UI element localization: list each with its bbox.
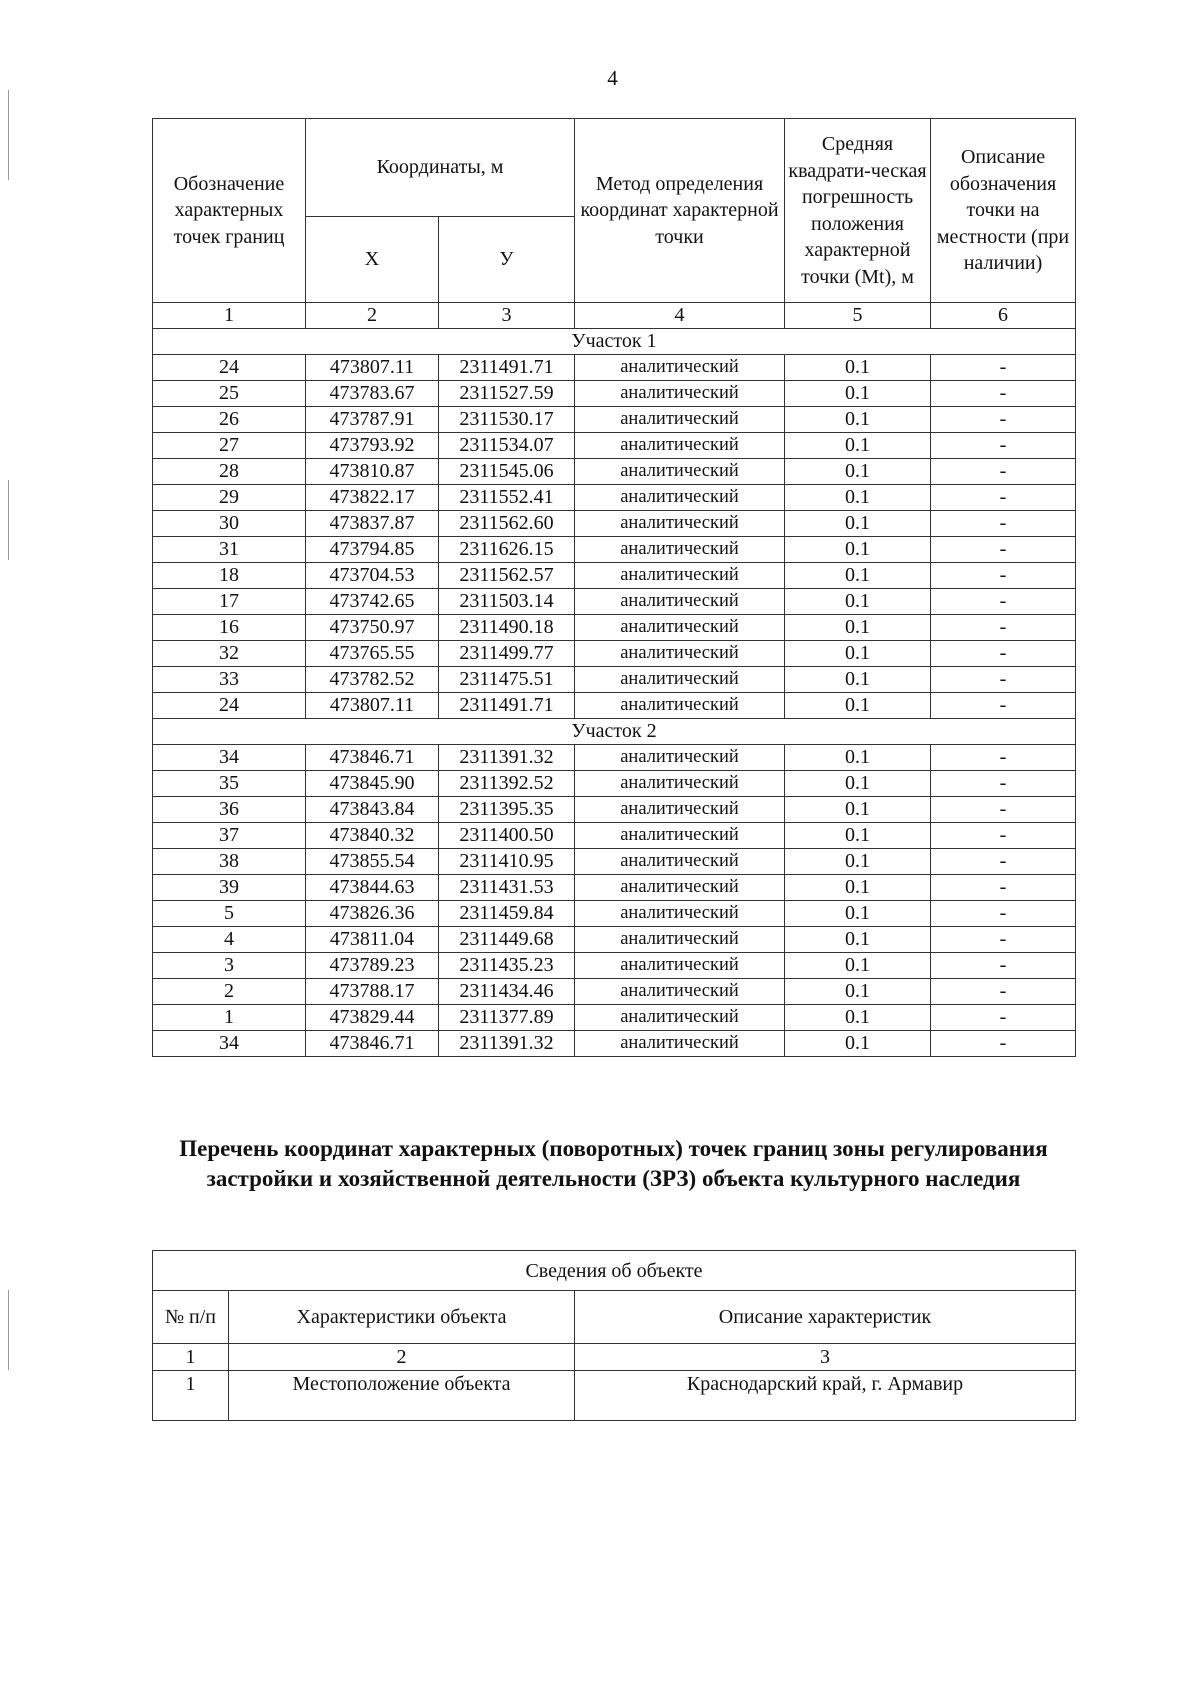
header-point-designation: Обозначение характерных точек границ (153, 119, 306, 303)
cell-error: 0.1 (785, 771, 931, 797)
cell-x: 473787.91 (306, 407, 439, 433)
cell-description: - (931, 875, 1076, 901)
cell-x: 473811.04 (306, 927, 439, 953)
table-row (153, 381, 1076, 407)
cell-method: аналитический (575, 433, 785, 459)
col-number: 1 (153, 303, 306, 329)
cell-y: 2311503.14 (439, 589, 575, 615)
cell-error: 0.1 (785, 745, 931, 771)
cell-x: 473765.55 (306, 641, 439, 667)
cell-x: 473855.54 (306, 849, 439, 875)
col-number: 5 (785, 303, 931, 329)
cell-x: 473782.52 (306, 667, 439, 693)
table-row (153, 927, 1076, 953)
cell-x: 473789.23 (306, 953, 439, 979)
col-number: 3 (439, 303, 575, 329)
table-row (153, 875, 1076, 901)
cell-point: 2 (153, 979, 306, 1005)
cell-description: - (931, 693, 1076, 719)
table-row (153, 849, 1076, 875)
cell-error: 0.1 (785, 641, 931, 667)
table-row (153, 355, 1076, 381)
cell-y: 2311534.07 (439, 433, 575, 459)
cell-point: 31 (153, 537, 306, 563)
cell-error: 0.1 (785, 485, 931, 511)
cell-error: 0.1 (785, 849, 931, 875)
cell-error: 0.1 (785, 797, 931, 823)
cell-error: 0.1 (785, 537, 931, 563)
object-info-caption: Сведения об объекте (153, 1251, 1076, 1291)
col-number: 2 (229, 1344, 575, 1371)
cell-method: аналитический (575, 797, 785, 823)
cell-y: 2311377.89 (439, 1005, 575, 1031)
table-row (153, 667, 1076, 693)
cell-point: 32 (153, 641, 306, 667)
cell-error: 0.1 (785, 355, 931, 381)
cell-method: аналитический (575, 589, 785, 615)
cell-description: - (931, 823, 1076, 849)
cell-x: 473837.87 (306, 511, 439, 537)
cell-method: аналитический (575, 563, 785, 589)
cell-x: 473788.17 (306, 979, 439, 1005)
header-characteristics-description: Описание характеристик (575, 1291, 1076, 1344)
cell-method: аналитический (575, 849, 785, 875)
cell-point: 36 (153, 797, 306, 823)
cell-method: аналитический (575, 407, 785, 433)
cell-method: аналитический (575, 823, 785, 849)
cell-y: 2311391.32 (439, 1031, 575, 1057)
cell-error: 0.1 (785, 901, 931, 927)
header-characteristics: Характеристики объекта (229, 1291, 575, 1344)
object-info-table (152, 1250, 1076, 1421)
cell-x: 473807.11 (306, 693, 439, 719)
cell-number: 1 (153, 1371, 229, 1421)
cell-error: 0.1 (785, 407, 931, 433)
header-method: Метод определения координат характерной точки (575, 119, 785, 303)
cell-method: аналитический (575, 1005, 785, 1031)
cell-error: 0.1 (785, 875, 931, 901)
cell-error: 0.1 (785, 927, 931, 953)
cell-description: - (931, 667, 1076, 693)
cell-method: аналитический (575, 641, 785, 667)
cell-method: аналитический (575, 693, 785, 719)
cell-description: - (931, 1005, 1076, 1031)
section-row (153, 329, 1076, 355)
cell-point: 39 (153, 875, 306, 901)
table-row (153, 1371, 1076, 1421)
cell-point: 16 (153, 615, 306, 641)
cell-description: - (931, 979, 1076, 1005)
cell-error: 0.1 (785, 953, 931, 979)
cell-description: - (931, 641, 1076, 667)
cell-y: 2311499.77 (439, 641, 575, 667)
cell-description: - (931, 381, 1076, 407)
cell-error: 0.1 (785, 563, 931, 589)
cell-error: 0.1 (785, 693, 931, 719)
cell-description: - (931, 901, 1076, 927)
column-numbers-row (153, 303, 1076, 329)
cell-point: 29 (153, 485, 306, 511)
cell-method: аналитический (575, 615, 785, 641)
cell-y: 2311434.46 (439, 979, 575, 1005)
section-row (153, 719, 1076, 745)
cell-point: 34 (153, 745, 306, 771)
table-row (153, 615, 1076, 641)
cell-x: 473845.90 (306, 771, 439, 797)
cell-x: 473794.85 (306, 537, 439, 563)
cell-x: 473783.67 (306, 381, 439, 407)
cell-x: 473843.84 (306, 797, 439, 823)
table-row (153, 459, 1076, 485)
cell-method: аналитический (575, 355, 785, 381)
table-row (153, 563, 1076, 589)
cell-y: 2311391.32 (439, 745, 575, 771)
cell-method: аналитический (575, 979, 785, 1005)
cell-point: 38 (153, 849, 306, 875)
cell-description: - (931, 511, 1076, 537)
cell-point: 3 (153, 953, 306, 979)
cell-method: аналитический (575, 875, 785, 901)
cell-y: 2311527.59 (439, 381, 575, 407)
cell-description: - (931, 407, 1076, 433)
cell-point: 26 (153, 407, 306, 433)
table-row (153, 823, 1076, 849)
cell-x: 473826.36 (306, 901, 439, 927)
cell-error: 0.1 (785, 589, 931, 615)
cell-x: 473704.53 (306, 563, 439, 589)
cell-x: 473810.87 (306, 459, 439, 485)
cell-method: аналитический (575, 953, 785, 979)
cell-description: - (931, 485, 1076, 511)
cell-description: - (931, 771, 1076, 797)
col-number: 6 (931, 303, 1076, 329)
table-row (153, 485, 1076, 511)
cell-y: 2311552.41 (439, 485, 575, 511)
cell-description: - (931, 953, 1076, 979)
cell-description: Краснодарский край, г. Армавир (575, 1371, 1076, 1421)
cell-point: 30 (153, 511, 306, 537)
cell-point: 24 (153, 355, 306, 381)
cell-y: 2311459.84 (439, 901, 575, 927)
cell-method: аналитический (575, 745, 785, 771)
header-x: X (306, 217, 439, 303)
cell-y: 2311400.50 (439, 823, 575, 849)
cell-y: 2311562.57 (439, 563, 575, 589)
table-row (153, 407, 1076, 433)
cell-method: аналитический (575, 667, 785, 693)
cell-y: 2311475.51 (439, 667, 575, 693)
cell-y: 2311530.17 (439, 407, 575, 433)
cell-description: - (931, 1031, 1076, 1057)
cell-point: 18 (153, 563, 306, 589)
cell-y: 2311490.18 (439, 615, 575, 641)
table-row (153, 433, 1076, 459)
cell-error: 0.1 (785, 1031, 931, 1057)
cell-point: 37 (153, 823, 306, 849)
cell-x: 473844.63 (306, 875, 439, 901)
cell-x: 473750.97 (306, 615, 439, 641)
section-title: Участок 1 (153, 329, 1076, 355)
cell-x: 473840.32 (306, 823, 439, 849)
cell-x: 473793.92 (306, 433, 439, 459)
cell-point: 24 (153, 693, 306, 719)
header-description: Описание обозначения точки на местности (при наличии) (931, 119, 1076, 303)
table-row (153, 537, 1076, 563)
table-row (153, 797, 1076, 823)
cell-x: 473807.11 (306, 355, 439, 381)
cell-error: 0.1 (785, 511, 931, 537)
cell-description: - (931, 589, 1076, 615)
cell-x: 473822.17 (306, 485, 439, 511)
cell-point: 4 (153, 927, 306, 953)
col-number: 4 (575, 303, 785, 329)
cell-method: аналитический (575, 1031, 785, 1057)
cell-point: 17 (153, 589, 306, 615)
table-row (153, 1031, 1076, 1057)
cell-error: 0.1 (785, 615, 931, 641)
header-mean-square-error: Средняя квадрати-ческая погрешность положения характерной точки (Mt), м (785, 119, 931, 303)
cell-point: 27 (153, 433, 306, 459)
cell-method: аналитический (575, 927, 785, 953)
cell-method: аналитический (575, 901, 785, 927)
cell-y: 2311545.06 (439, 459, 575, 485)
table-row (153, 953, 1076, 979)
cell-error: 0.1 (785, 1005, 931, 1031)
cell-error: 0.1 (785, 823, 931, 849)
cell-method: аналитический (575, 771, 785, 797)
cell-method: аналитический (575, 511, 785, 537)
table-row (153, 693, 1076, 719)
table-row (153, 1005, 1076, 1031)
cell-description: - (931, 459, 1076, 485)
cell-point: 1 (153, 1005, 306, 1031)
cell-method: аналитический (575, 381, 785, 407)
scan-edge-mark (8, 90, 9, 180)
cell-y: 2311431.53 (439, 875, 575, 901)
cell-description: - (931, 537, 1076, 563)
cell-point: 35 (153, 771, 306, 797)
cell-y: 2311626.15 (439, 537, 575, 563)
cell-description: - (931, 355, 1076, 381)
cell-point: 33 (153, 667, 306, 693)
cell-error: 0.1 (785, 381, 931, 407)
table-row (153, 979, 1076, 1005)
cell-description: - (931, 745, 1076, 771)
section-title: Участок 2 (153, 719, 1076, 745)
cell-x: 473742.65 (306, 589, 439, 615)
scan-edge-mark (8, 480, 9, 560)
cell-error: 0.1 (785, 979, 931, 1005)
cell-point: 28 (153, 459, 306, 485)
col-number: 3 (575, 1344, 1076, 1371)
cell-x: 473846.71 (306, 1031, 439, 1057)
header-y: У (439, 217, 575, 303)
col-number: 1 (153, 1344, 229, 1371)
cell-y: 2311491.71 (439, 355, 575, 381)
cell-description: - (931, 927, 1076, 953)
cell-description: - (931, 615, 1076, 641)
cell-point: 25 (153, 381, 306, 407)
cell-characteristic: Местоположение объекта (229, 1371, 575, 1421)
table-row (153, 901, 1076, 927)
coordinates-table (152, 118, 1076, 1057)
table-row (153, 771, 1076, 797)
cell-y: 2311392.52 (439, 771, 575, 797)
header-coordinates: Координаты, м (306, 119, 575, 217)
cell-error: 0.1 (785, 459, 931, 485)
cell-y: 2311395.35 (439, 797, 575, 823)
col-number: 2 (306, 303, 439, 329)
cell-description: - (931, 849, 1076, 875)
cell-x: 473846.71 (306, 745, 439, 771)
table-row (153, 589, 1076, 615)
cell-point: 34 (153, 1031, 306, 1057)
table-row (153, 745, 1076, 771)
cell-y: 2311435.23 (439, 953, 575, 979)
cell-y: 2311562.60 (439, 511, 575, 537)
cell-method: аналитический (575, 537, 785, 563)
page-number: 4 (607, 66, 618, 90)
cell-x: 473829.44 (306, 1005, 439, 1031)
cell-description: - (931, 563, 1076, 589)
cell-method: аналитический (575, 485, 785, 511)
cell-y: 2311410.95 (439, 849, 575, 875)
table-row (153, 511, 1076, 537)
cell-point: 5 (153, 901, 306, 927)
cell-error: 0.1 (785, 667, 931, 693)
table-row (153, 641, 1076, 667)
cell-description: - (931, 433, 1076, 459)
cell-error: 0.1 (785, 433, 931, 459)
cell-y: 2311491.71 (439, 693, 575, 719)
scan-edge-mark (8, 1290, 9, 1370)
cell-y: 2311449.68 (439, 927, 575, 953)
cell-description: - (931, 797, 1076, 823)
cell-method: аналитический (575, 459, 785, 485)
section-title: Перечень координат характерных (поворотных) точек границ зоны регулирования застройки и хозяйственной деятельности (ЗРЗ) объекта культурного наследия (179, 1136, 1048, 1191)
header-number: № п/п (153, 1291, 229, 1344)
